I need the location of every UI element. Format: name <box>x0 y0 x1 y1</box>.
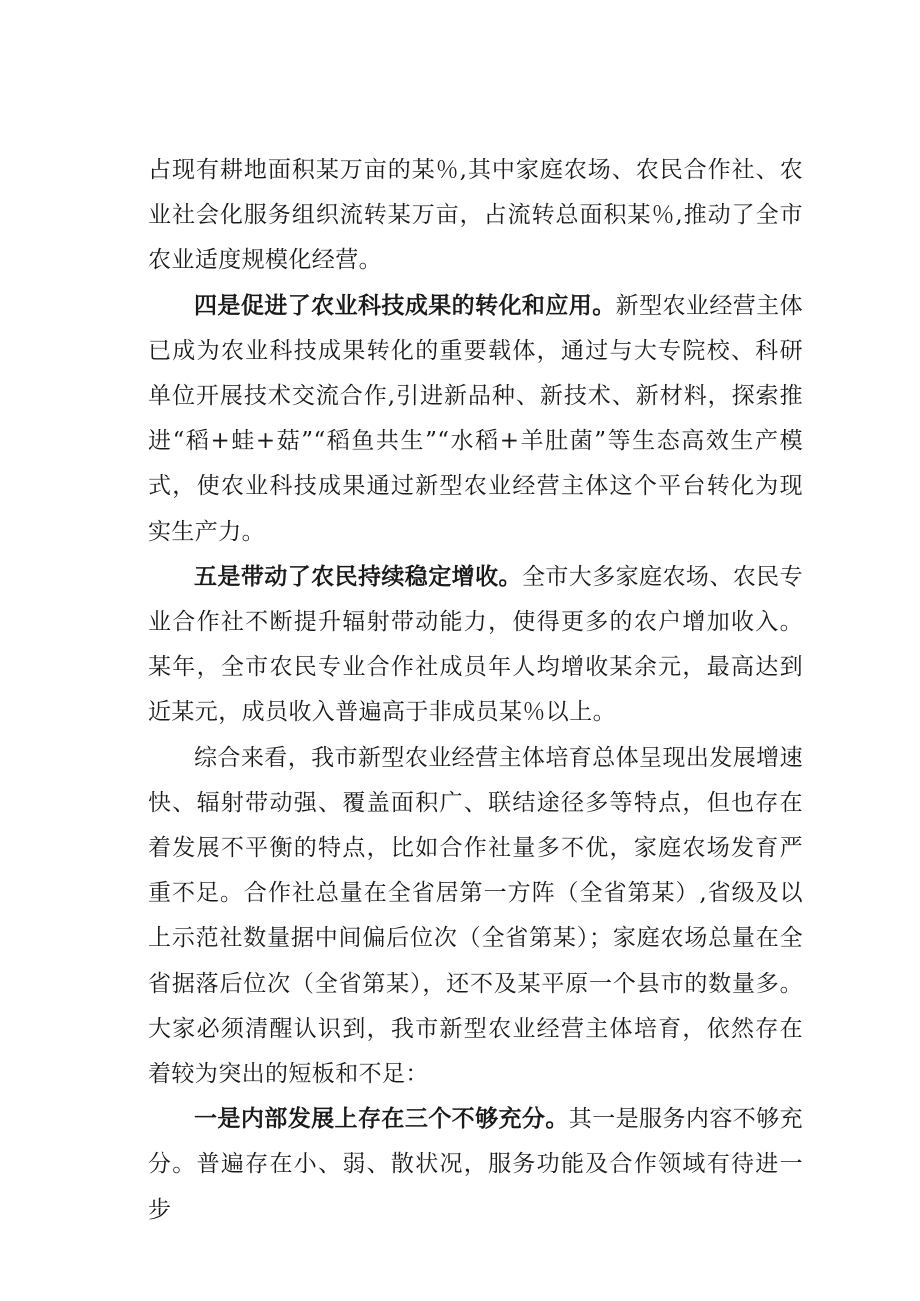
paragraph-text: 新型农业经营主体已成为农业科技成果转化的重要载体，通过与大专院校、科研单位开展技术交流合作,引进新品种、新技术、新材料，探索推进“稻+蛙+菇”“稻鱼共生”“水稻+羊肚菌”等生态高效生产模式，使农业科技成果通过新型农业经营主体这个平台转化为现实生产力。 <box>148 292 804 545</box>
paragraph-text: 其一是服务内容不够充分。普遍存在小、弱、散状况，服务功能及合作领域有待进一步 <box>148 1106 803 1223</box>
paragraph-tech-transfer <box>148 284 803 555</box>
paragraph-lead-heading: 一是内部发展上存在三个不够充分。 <box>194 1106 569 1133</box>
paragraph-lead-heading: 四是促进了农业科技成果的转化和应用。 <box>194 292 616 319</box>
document-page <box>148 148 803 1233</box>
paragraph-summary <box>148 736 803 1098</box>
paragraph-income-growth <box>148 555 803 736</box>
paragraph-lead-heading: 五是带动了农民持续稳定增收。 <box>194 563 522 590</box>
paragraph-land-transfer <box>148 148 803 284</box>
paragraph-internal-development <box>148 1097 803 1233</box>
paragraph-text: 综合来看，我市新型农业经营主体培育总体呈现出发展增速快、辐射带动强、覆盖面积广、联结途径多等特点，但也存在着发展不平衡的特点，比如合作社量多不优，家庭农场发育严重不足。合作社总量在全省居第一方阵（全省第某）,省级及以上示范社数量据中间偏后位次（全省第某）；家庭农场总量在全省据落后位次（全省第某），还不及某平原一个县市的数量多。大家必须清醒认识到，我市新型农业经营主体培育，依然存在着较为突出的短板和不足： <box>148 744 803 1088</box>
paragraph-text: 全市大多家庭农场、农民专业合作社不断提升辐射带动能力，使得更多的农户增加收入。某年，全市农民专业合作社成员年人均增收某余元，最高达到近某元，成员收入普遍高于非成员某％以上。 <box>148 563 803 726</box>
paragraph-text: 占现有耕地面积某万亩的某％,其中家庭农场、农民合作社、农业社会化服务组织流转某万亩，占流转总面积某％,推动了全市农业适度规模化经营。 <box>148 157 803 274</box>
